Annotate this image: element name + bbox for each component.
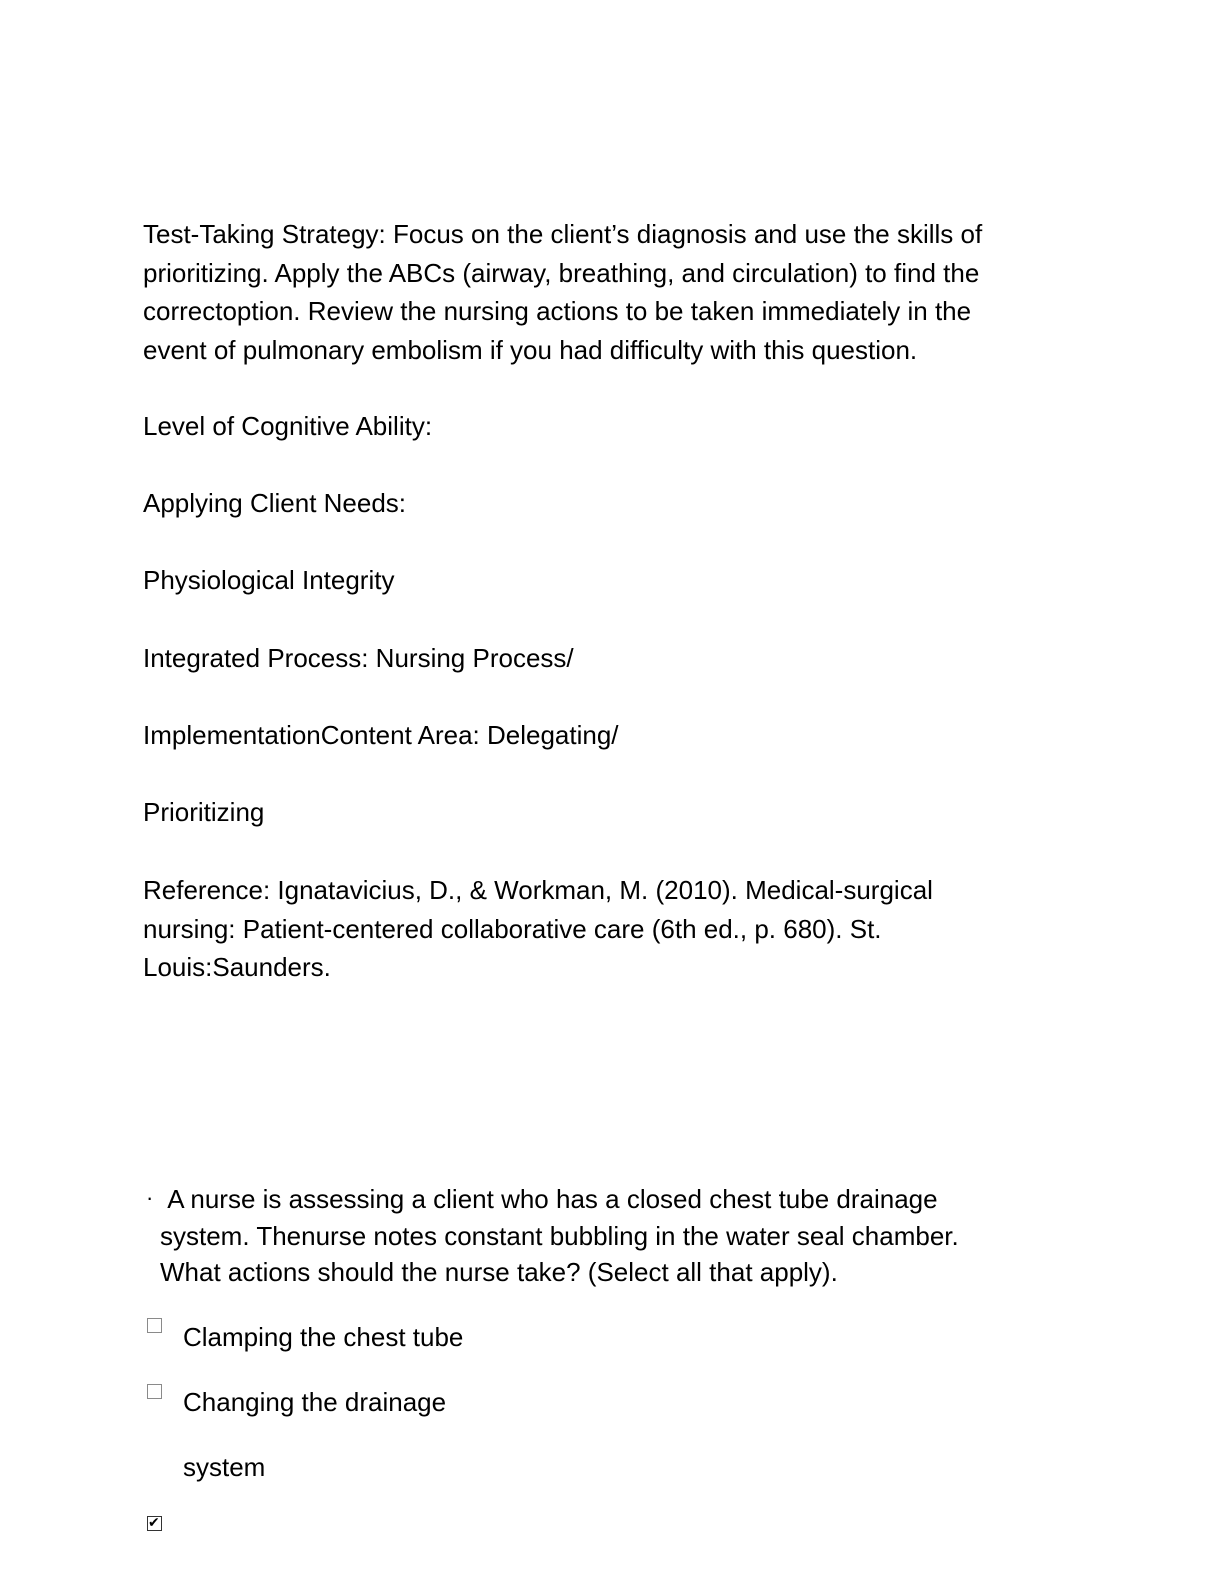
question-text <box>160 1181 959 1291</box>
strategy-paragraph <box>143 215 982 369</box>
strategy-line-2: prioritizing. Apply the ABCs (airway, breathing, and circulation) to find the <box>143 257 980 288</box>
prioritizing-text: Prioritizing <box>143 797 265 827</box>
physiological-integrity-text: Physiological Integrity <box>143 565 395 595</box>
reference-line-1: Reference: Ignatavicius, D., & Workman, M. (2010). Medical-surgical <box>143 875 933 905</box>
cognitive-level-label: Level of Cognitive Ability: <box>143 411 433 441</box>
option-label-2: Changing the drainage <box>183 1387 447 1417</box>
question-line-3: What actions should the nurse take? (Select all that apply). <box>160 1257 838 1287</box>
reference-paragraph <box>143 871 933 987</box>
strategy-line-1: Test-Taking Strategy: Focus on the client’s diagnosis and use the skills of <box>143 219 983 249</box>
reference-line-3: Louis:Saunders. <box>143 952 331 983</box>
content-area-text: ImplementationContent Area: Delegating/ <box>143 720 619 750</box>
integrated-process-text: Integrated Process: Nursing Process/ <box>143 643 574 673</box>
strategy-line-4: event of pulmonary embolism if you had difficulty with this question. <box>143 334 918 365</box>
option-checkbox-2[interactable] <box>147 1384 162 1399</box>
checkmark-icon: ✔ <box>148 1514 160 1530</box>
option-checkbox-1[interactable] <box>147 1318 162 1333</box>
question-line-1: A nurse is assessing a client who has a closed chest tube drainage <box>167 1184 938 1214</box>
strategy-line-3: correctoption. Review the nursing actions to be taken immediately in the <box>143 296 972 327</box>
option-label-2-continuation: system <box>183 1452 266 1482</box>
option-label-1: Clamping the chest tube <box>183 1322 464 1352</box>
option-checkbox-3[interactable] <box>147 1516 162 1531</box>
question-bullet: · <box>146 1185 154 1210</box>
client-needs-label: Applying Client Needs: <box>143 488 407 518</box>
question-line-2: system. Thenurse notes constant bubbling in the water seal chamber. <box>160 1220 959 1251</box>
reference-line-2: nursing: Patient-centered collaborative care (6th ed., p. 680). St. <box>143 913 882 944</box>
